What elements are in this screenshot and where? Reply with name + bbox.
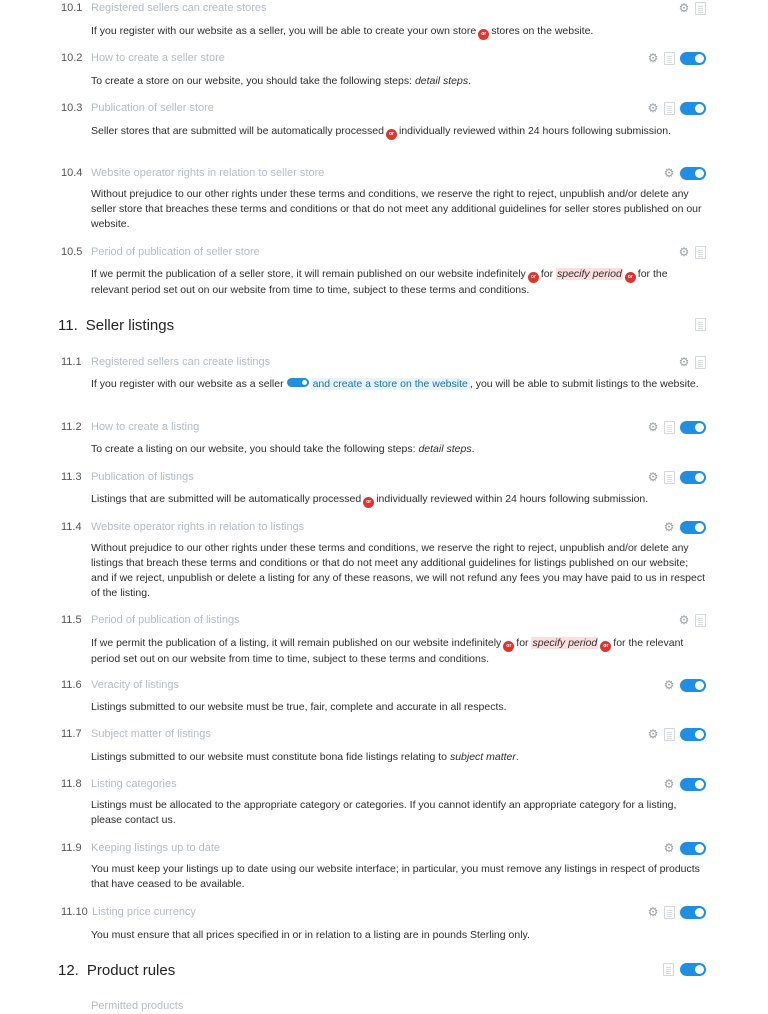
gear-icon[interactable]: ⚙ <box>663 777 675 791</box>
subsection-title: Registered sellers can create stores <box>91 2 267 14</box>
subsection-number: 11.1 <box>61 356 82 368</box>
clause-text: You must keep your listings up to date using our website interface; in particular, you must remove any listings in respect of products that have ceased to be available. <box>91 863 700 890</box>
optional-text-toggle[interactable] <box>287 378 309 387</box>
section-controls <box>695 318 706 331</box>
subsection-title: Publication of listings <box>91 471 194 483</box>
subsection-controls <box>647 51 706 65</box>
subsection-title: Listing price currency <box>92 906 196 918</box>
subsection-number: 11.7 <box>61 728 82 740</box>
subsection-title: Veracity of listings <box>91 679 180 691</box>
subsection-number: 10.3 <box>61 102 83 114</box>
note-icon[interactable] <box>664 102 675 115</box>
subsection-controls <box>647 727 706 741</box>
gear-icon[interactable]: ⚙ <box>647 905 659 919</box>
subsection-title: Publication of seller store <box>91 102 214 114</box>
subsection-controls <box>678 613 706 627</box>
subsection-controls <box>663 678 706 692</box>
clause-text: If you register with our website as a seller and create a store on the website , you will be able to submit listings to the website. <box>91 378 699 390</box>
subsection-title: Subject matter of listings <box>91 728 211 740</box>
subsection-number: 11.6 <box>61 679 82 691</box>
subsection-title: How to create a seller store <box>91 52 225 64</box>
clause-toggle[interactable] <box>680 167 706 180</box>
clause-toggle[interactable] <box>680 778 706 791</box>
subsection-controls <box>663 520 706 534</box>
placeholder-specify-period[interactable]: specify period <box>532 637 598 649</box>
note-icon[interactable] <box>664 728 675 741</box>
note-icon[interactable] <box>695 356 706 369</box>
subsection-number: 11.2 <box>61 421 82 433</box>
section-number: 12. <box>58 962 79 979</box>
or-badge[interactable]: or <box>478 29 489 40</box>
subsection-title: How to create a listing <box>91 421 200 433</box>
subsection-number: 11.10 <box>61 906 88 918</box>
clause-text: If we permit the publication of a listing, it will remain published on our website indefinitely or for specify period or for the relevant period set out on our website from time to time, subject to these terms and conditions. <box>91 637 684 665</box>
note-icon[interactable] <box>695 614 706 627</box>
clause-toggle[interactable] <box>680 679 706 692</box>
clause-toggle[interactable] <box>680 421 706 434</box>
subsection-number: 10.4 <box>61 167 83 179</box>
subsection-controls <box>678 245 706 259</box>
note-icon[interactable] <box>664 52 675 65</box>
subsection-controls <box>663 841 706 855</box>
subsection-title: Permitted products <box>91 1000 184 1012</box>
clause-text: If you register with our website as a seller, you will be able to create your own store or stores on the website. <box>91 24 707 40</box>
subsection-number: 11.3 <box>61 471 82 483</box>
clause-toggle[interactable] <box>680 521 706 534</box>
clause-text: Listings submitted to our website must be true, fair, complete and accurate in all respects. <box>91 701 507 713</box>
clause-text: To create a store on our website, you should take the following steps: detail steps. <box>91 75 471 87</box>
section-title: Seller listings <box>85 317 175 334</box>
subsection-number: 11.5 <box>61 614 82 626</box>
or-badge[interactable]: or <box>625 272 636 283</box>
gear-icon[interactable]: ⚙ <box>647 420 659 434</box>
subsection-controls <box>663 166 706 180</box>
optional-text: and create a store on the website <box>312 378 468 390</box>
subsection-title: Period of publication of seller store <box>91 246 260 258</box>
clause-toggle[interactable] <box>680 102 706 115</box>
section-controls <box>663 963 706 976</box>
gear-icon[interactable]: ⚙ <box>647 470 659 484</box>
clause-text: You must ensure that all prices specified in or in relation to a listing are in pounds Sterling only. <box>91 929 530 941</box>
section-heading-11 <box>58 318 174 333</box>
gear-icon[interactable]: ⚙ <box>678 245 690 259</box>
or-badge[interactable]: or <box>503 641 514 652</box>
subsection-controls <box>678 1 706 15</box>
subsection-number: 10.1 <box>61 2 83 14</box>
clause-toggle[interactable] <box>680 471 706 484</box>
clause-text: Listings submitted to our website must constitute bona fide listings relating to subject matter. <box>91 751 519 763</box>
subsection-number: 10.2 <box>61 52 83 64</box>
note-icon[interactable] <box>664 906 675 919</box>
placeholder-specify-period[interactable]: specify period <box>557 268 622 280</box>
clause-toggle[interactable] <box>680 52 706 65</box>
gear-icon[interactable]: ⚙ <box>647 101 659 115</box>
or-badge[interactable]: or <box>363 497 374 508</box>
clause-text: Without prejudice to our other rights under these terms and conditions, we reserve the right to reject, unpublish and/or delete any listings that breach these terms and conditions or that do not meet any additional guidelines for listings published on our website; and if we reject, unpublish or delete a listing for any of these reasons, we will not refund any fees you may have paid to us in respect of the listing. <box>91 542 706 599</box>
note-icon[interactable] <box>695 318 706 331</box>
section-toggle[interactable] <box>680 963 706 976</box>
section-number: 11. <box>58 317 78 334</box>
gear-icon[interactable]: ⚙ <box>647 727 659 741</box>
section-heading-12 <box>58 963 175 978</box>
subsection-number: 11.8 <box>61 778 82 790</box>
clause-toggle[interactable] <box>680 906 706 919</box>
subsection-controls <box>647 905 706 919</box>
gear-icon[interactable]: ⚙ <box>678 613 690 627</box>
subsection-controls <box>647 470 706 484</box>
clause-text: If we permit the publication of a seller store, it will remain published on our website indefinitely or for specify period or for the relevant period set out on our website from time to time, subject to these terms and conditions. <box>91 268 668 296</box>
clause-text: Without prejudice to our other rights under these terms and conditions, we reserve the right to reject, unpublish and/or delete any seller store that breaches these terms and conditions or that do not meet any additional guidelines for seller stores published on our website. <box>91 188 702 230</box>
clause-toggle[interactable] <box>680 728 706 741</box>
subsection-title: Website operator rights in relation to listings <box>91 521 305 533</box>
subsection-controls <box>663 777 706 791</box>
clause-text: Listings that are submitted will be automatically processed or individually reviewed within 24 hours following submission. <box>91 492 707 508</box>
subsection-number: 10.5 <box>61 246 83 258</box>
subsection-title: Website operator rights in relation to seller store <box>91 167 325 179</box>
section-title: Product rules <box>86 962 176 979</box>
gear-icon[interactable]: ⚙ <box>663 520 675 534</box>
gear-icon[interactable]: ⚙ <box>663 166 675 180</box>
subsection-title: Period of publication of listings <box>91 614 240 626</box>
clause-text: To create a listing on our website, you should take the following steps: detail steps. <box>91 443 475 455</box>
subsection-number: 11.4 <box>61 521 82 533</box>
gear-icon[interactable]: ⚙ <box>663 678 675 692</box>
or-badge[interactable]: or <box>528 272 539 283</box>
subsection-controls <box>647 101 706 115</box>
note-icon[interactable] <box>695 246 706 259</box>
subsection-title: Listing categories <box>91 778 177 790</box>
gear-icon[interactable]: ⚙ <box>678 1 690 15</box>
clause-toggle[interactable] <box>680 842 706 855</box>
subsection-controls <box>678 355 706 369</box>
subsection-number: 11.9 <box>61 842 82 854</box>
or-badge[interactable]: or <box>600 641 611 652</box>
note-icon[interactable] <box>695 2 706 15</box>
subsection-controls <box>647 420 706 434</box>
gear-icon[interactable]: ⚙ <box>647 51 659 65</box>
subsection-title: Registered sellers can create listings <box>91 356 271 368</box>
clause-text: Seller stores that are submitted will be automatically processed or individually reviewed within 24 hours following submission. <box>91 124 671 140</box>
clause-text: Listings must be allocated to the appropriate category or categories. If you cannot identify an appropriate category for a listing, please contact us. <box>91 799 677 826</box>
subsection-title: Keeping listings up to date <box>91 842 221 854</box>
note-icon[interactable] <box>664 421 675 434</box>
note-icon[interactable] <box>663 963 674 976</box>
note-icon[interactable] <box>664 471 675 484</box>
gear-icon[interactable]: ⚙ <box>663 841 675 855</box>
gear-icon[interactable]: ⚙ <box>678 355 690 369</box>
or-badge[interactable]: or <box>386 129 397 140</box>
